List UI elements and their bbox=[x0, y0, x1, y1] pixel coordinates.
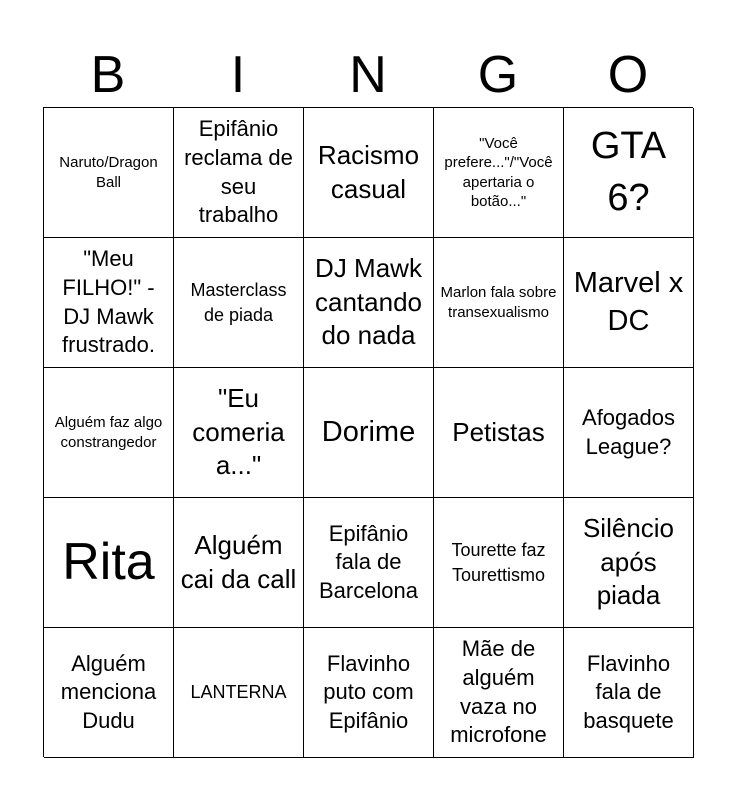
header-letter-i: I bbox=[230, 46, 246, 104]
bingo-cell[interactable] bbox=[564, 108, 694, 238]
header-letter-n: N bbox=[349, 46, 387, 104]
header-letter-o: O bbox=[607, 46, 649, 104]
bingo-cell[interactable] bbox=[174, 368, 304, 498]
bingo-cell[interactable] bbox=[44, 368, 174, 498]
header-letter-g: G bbox=[477, 46, 519, 104]
bingo-cell-text: Alguém menciona Dudu bbox=[60, 650, 157, 733]
bingo-cell-text: Petistas bbox=[452, 416, 545, 447]
bingo-cell-text: Alguém cai da call bbox=[180, 529, 297, 594]
bingo-cell-text: Marvel x DC bbox=[573, 266, 684, 337]
bingo-cell[interactable] bbox=[174, 108, 304, 238]
bingo-cell[interactable] bbox=[434, 498, 564, 628]
bingo-cell[interactable] bbox=[174, 628, 304, 758]
bingo-cell-text: Afogados League? bbox=[582, 404, 675, 459]
bingo-cell-text: Mãe de alguém vaza no microfone bbox=[450, 636, 547, 748]
bingo-cell[interactable] bbox=[564, 368, 694, 498]
bingo-cell-text: Epifânio reclama de seu trabalho bbox=[184, 116, 293, 228]
bingo-cell[interactable] bbox=[564, 498, 694, 628]
bingo-cell[interactable] bbox=[304, 628, 434, 758]
bingo-cell-text: LANTERNA bbox=[190, 682, 287, 703]
bingo-cell[interactable] bbox=[304, 368, 434, 498]
bingo-cell[interactable] bbox=[434, 238, 564, 368]
bingo-cell[interactable] bbox=[434, 108, 564, 238]
bingo-cell[interactable] bbox=[174, 238, 304, 368]
bingo-header bbox=[43, 42, 693, 108]
bingo-cell-text: Marlon fala sobre transexualismo bbox=[440, 284, 557, 321]
bingo-cell-text: Naruto/Dragon Ball bbox=[59, 154, 158, 191]
bingo-cell[interactable] bbox=[44, 498, 174, 628]
bingo-cell-text: Silêncio após piada bbox=[582, 512, 675, 611]
bingo-cell[interactable] bbox=[304, 238, 434, 368]
bingo-cell-text: Alguém faz algo constrangedor bbox=[54, 414, 163, 451]
bingo-cell-text: Dorime bbox=[321, 415, 416, 448]
bingo-cell-text: Masterclass de piada bbox=[190, 280, 287, 325]
bingo-cell[interactable] bbox=[174, 498, 304, 628]
bingo-cell[interactable] bbox=[44, 108, 174, 238]
bingo-cell-text: Tourette faz Tourettismo bbox=[451, 540, 546, 585]
bingo-cell-text: "Eu comeria a..." bbox=[192, 382, 285, 481]
bingo-cell-text: Epifânio fala de Barcelona bbox=[318, 520, 419, 603]
bingo-cell-text: DJ Mawk cantando do nada bbox=[315, 252, 422, 351]
bingo-cell-text: Racismo casual bbox=[317, 139, 420, 204]
bingo-cell[interactable] bbox=[304, 108, 434, 238]
bingo-cell[interactable] bbox=[44, 628, 174, 758]
bingo-cell[interactable] bbox=[564, 628, 694, 758]
bingo-card-grid bbox=[43, 107, 693, 757]
bingo-cell-text: Flavinho puto com Epifânio bbox=[323, 650, 414, 733]
bingo-cell[interactable] bbox=[304, 498, 434, 628]
bingo-cell[interactable] bbox=[434, 368, 564, 498]
bingo-cell-text: "Você prefere..."/"Você apertaria o botão..." bbox=[444, 134, 553, 210]
bingo-cell-text: "Meu FILHO!" - DJ Mawk frustrado. bbox=[62, 246, 155, 358]
bingo-cell-text: Rita bbox=[62, 532, 155, 591]
bingo-cell[interactable] bbox=[564, 238, 694, 368]
bingo-cell[interactable] bbox=[434, 628, 564, 758]
header-letter-b: B bbox=[90, 46, 126, 104]
bingo-cell-text: GTA 6? bbox=[590, 125, 667, 219]
bingo-cell[interactable] bbox=[44, 238, 174, 368]
bingo-cell-text: Flavinho fala de basquete bbox=[583, 650, 674, 733]
